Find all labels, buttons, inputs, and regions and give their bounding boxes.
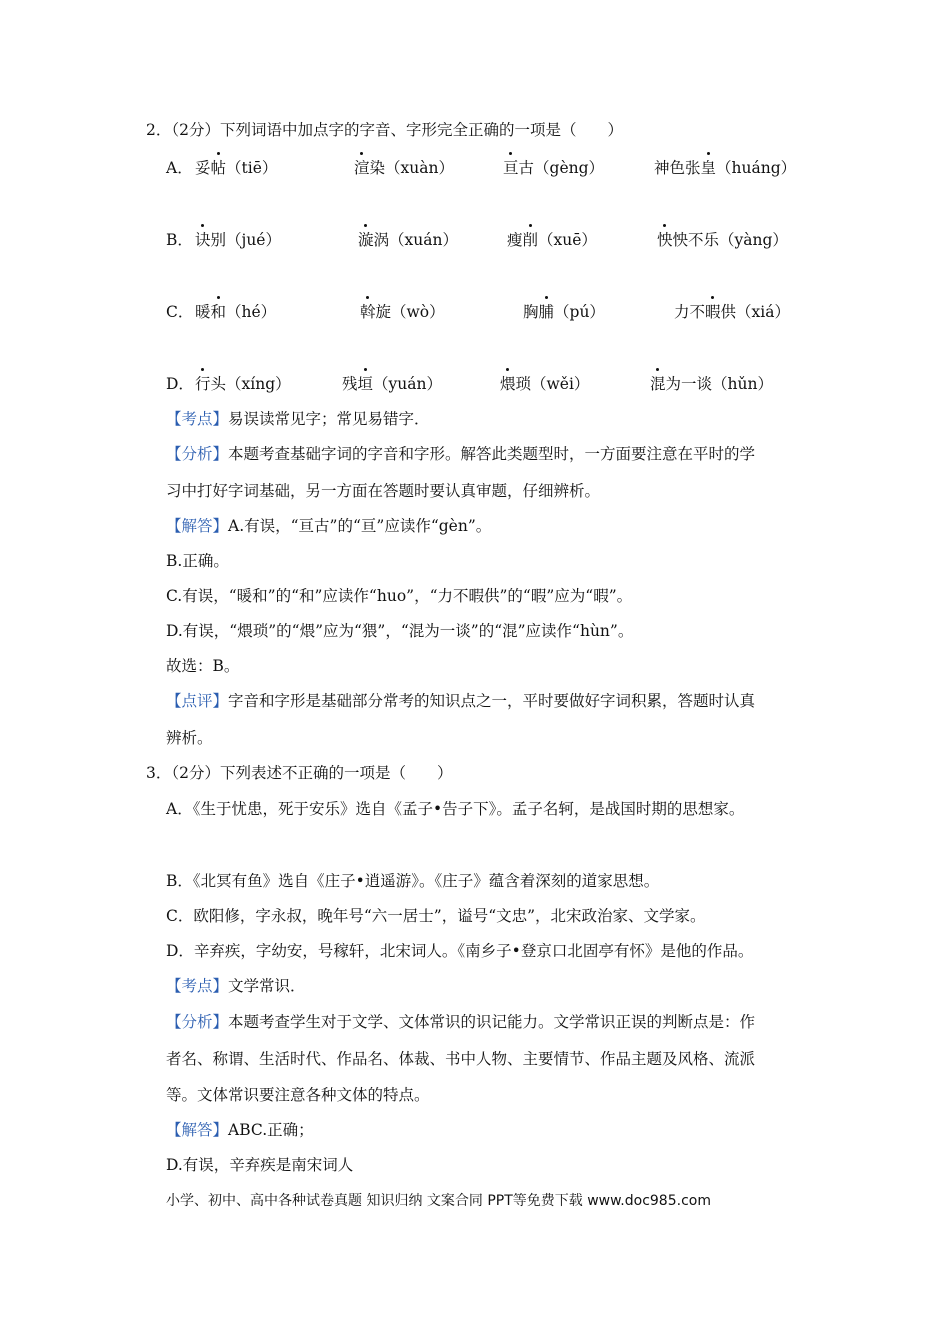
q3-fenxi-3: 等。文体常识要注意各种文体的特点。 (166, 1086, 430, 1104)
word-d4: 混为一谈（hǔn） (650, 375, 773, 393)
dotted-char: 煨 (500, 375, 516, 393)
dotted-char: 漩 (358, 231, 374, 249)
word-b1: 诀别（jué） (195, 231, 281, 249)
q3-option-a[interactable]: A．《生于忧患，死于安乐》选自《孟子•告子下》。孟子名轲，是战国时期的思想家。 (166, 800, 745, 818)
q3-option-d[interactable]: D．辛弃疾，字幼安，号稼轩，北宋词人。《南乡子•登京口北固亭有怀》是他的作品。 (166, 942, 754, 960)
q3-option-b[interactable]: B．《北冥有鱼》选自《庄子•逍遥游》。《庄子》蕴含着深刻的道家思想。 (166, 872, 660, 890)
word-d3: 煨琐（wěi） (500, 375, 590, 393)
q2-jieda-1: 【解答】A.有误，“亘古”的“亘”应读作“gèn”。 (166, 517, 492, 535)
kaodian-tag: 【考点】 (166, 410, 229, 428)
option-label: D． (166, 375, 194, 393)
q2-jieda-5: 故选：B。 (166, 657, 240, 675)
jieda-tag: 【解答】 (166, 517, 229, 535)
q3-kaodian: 【考点】文学常识． (166, 977, 306, 995)
dotted-char: 诀 (195, 231, 211, 249)
dotted-char: 斡 (360, 303, 376, 321)
jieda-tag: 【解答】 (166, 1121, 229, 1139)
word-a4: 神色张皇（huáng） (654, 159, 797, 177)
q3-stem: 3．（2分）下列表述不正确的一项是（ ） (146, 764, 453, 782)
kaodian-tag: 【考点】 (166, 977, 229, 995)
word-c2: 斡旋（wò） (360, 303, 445, 321)
q3-fenxi-1: 【分析】本题考查学生对于文学、文体常识的识记能力。文学常识正误的判断点是：作 (166, 1013, 756, 1031)
word-c4: 力不暇供（xiá） (674, 303, 790, 321)
word-b3: 瘦削（xuē） (507, 231, 597, 249)
q3-option-c[interactable]: C．欧阳修，字永叔，晚年号“六一居士”，谥号“文忠”，北宋政治家、文学家。 (166, 907, 706, 925)
dotted-char: 亘 (503, 159, 519, 177)
dotted-char: 行 (195, 375, 211, 393)
dotted-char: 皇 (700, 159, 717, 177)
option-label: B． (166, 231, 193, 249)
fenxi-tag: 【分析】 (166, 445, 229, 463)
word-c1: 暖和（hé） (195, 303, 277, 321)
word-a3: 亘古（gèng） (503, 159, 605, 177)
dotted-char: 渲 (354, 159, 370, 177)
q3-jieda-2: D.有误，辛弃疾是南宋词人 (166, 1156, 354, 1174)
dotted-char: 帖 (210, 159, 227, 177)
q2-jieda-2: B.正确。 (166, 552, 229, 570)
word-a2: 渲染（xuàn） (354, 159, 454, 177)
word-d1: 行头（xíng） (195, 375, 291, 393)
q2-kaodian: 【考点】易误读常见字；常见易错字． (166, 410, 430, 428)
word-b4: 怏怏不乐（yàng） (657, 231, 788, 249)
q2-dianping-1: 【点评】字音和字形是基础部分常考的知识点之一，平时要做好字词积累，答题时认真 (166, 692, 756, 710)
dotted-char: 和 (210, 303, 227, 321)
dotted-char: 削 (522, 231, 539, 249)
fenxi-tag: 【分析】 (166, 1013, 229, 1031)
dianping-tag: 【点评】 (166, 692, 229, 710)
word-a1: 妥帖（tiē） (195, 159, 278, 177)
dotted-char: 脯 (538, 303, 555, 321)
q2-jieda-3: C.有误，“暖和”的“和”应读作“huo”，“力不暇供”的“暇”应为“暇”。 (166, 587, 633, 605)
q2-stem: 2．（2分）下列词语中加点字的字音、字形完全正确的一项是（ ） (146, 121, 623, 139)
q3-fenxi-2: 者名、称谓、生活时代、作品名、体裁、书中人物、主要情节、作品主题及风格、流派 (166, 1050, 756, 1068)
word-d2: 残垣（yuán） (342, 375, 442, 393)
word-b2: 漩涡（xuán） (358, 231, 458, 249)
dotted-char: 垣 (357, 375, 374, 393)
q2-dianping-2: 辨析。 (166, 729, 213, 747)
dotted-char: 混 (650, 375, 666, 393)
q2-fenxi-1: 【分析】本题考查基础字词的字音和字形。解答此类题型时，一方面要注意在平时的学 (166, 445, 756, 463)
word-c3: 胸脯（pú） (523, 303, 605, 321)
option-label: A． (166, 159, 193, 177)
dotted-char: 怏 (657, 231, 673, 249)
q2-fenxi-2: 习中打好字词基础，另一方面在答题时要认真审题，仔细辨析。 (166, 482, 601, 500)
q3-jieda-1: 【解答】ABC.正确； (166, 1121, 314, 1139)
dotted-char: 暇 (705, 303, 721, 321)
page-footer: 小学、初中、高中各种试卷真题 知识归纳 文案合同 PPT等免费下载 www.doc985.com (166, 1193, 711, 1209)
q2-jieda-4: D.有误，“煨琐”的“煨”应为“猥”，“混为一谈”的“混”应读作“hùn”。 (166, 622, 634, 640)
option-label: C． (166, 303, 194, 321)
